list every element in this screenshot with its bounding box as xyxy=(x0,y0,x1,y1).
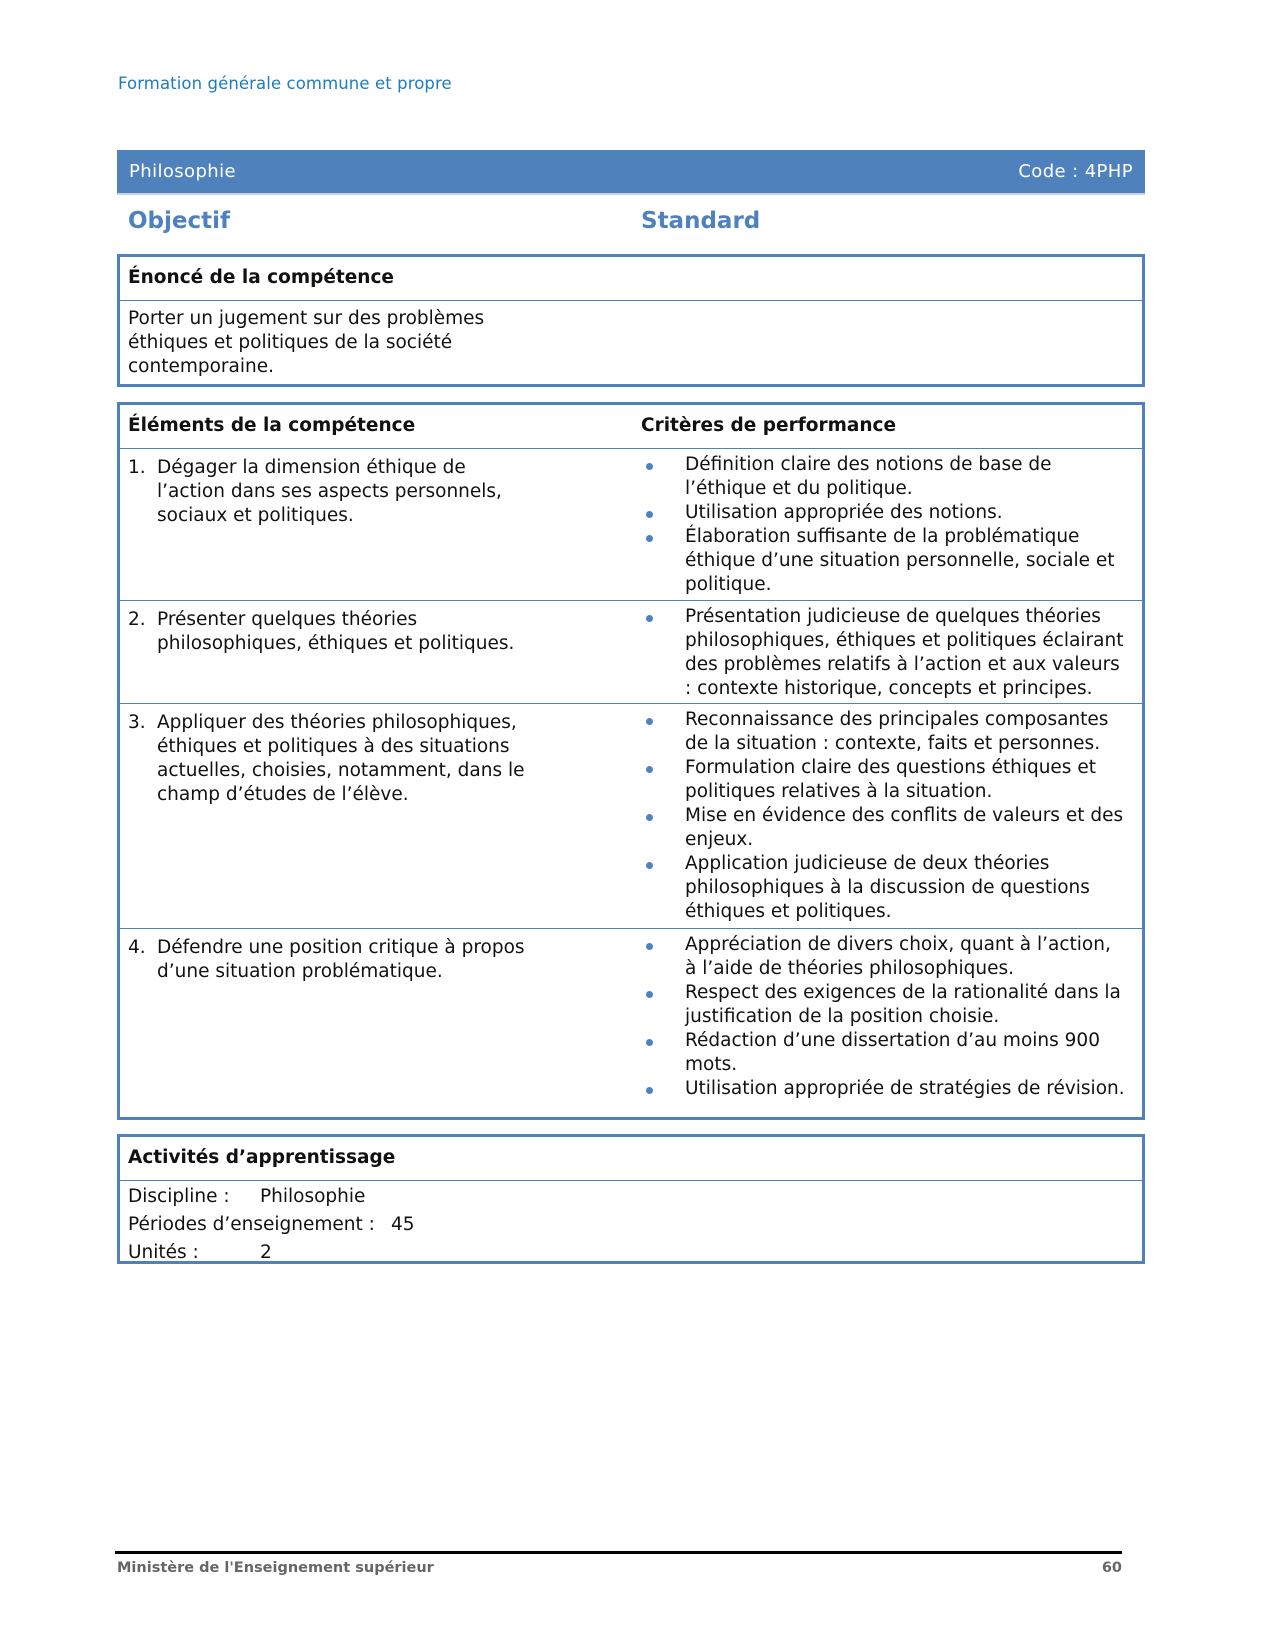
bullet-icon xyxy=(641,981,685,1029)
criterion-item xyxy=(641,605,1134,701)
enonce-text: Porter un jugement sur des problèmes éthiques et politiques de la société contemporaine. xyxy=(128,308,485,377)
element-cell xyxy=(120,704,633,928)
criterion-item xyxy=(641,852,1134,924)
footer-divider xyxy=(115,1551,1122,1554)
criterion-text: Utilisation appropriée des notions. xyxy=(685,502,1003,523)
criterion-text: Présentation judicieuse de quelques théories philosophiques, éthiques et politiques éclairant des problèmes relatifs à l’action et aux valeurs : contexte historique, concepts et principes. xyxy=(685,606,1124,699)
element-text: Dégager la dimension éthique de l’action dans ses aspects personnels, sociaux et politiques. xyxy=(157,457,502,526)
element-number: 4. xyxy=(128,937,146,958)
criterion-text: Reconnaissance des principales composantes de la situation : contexte, faits et personnes. xyxy=(685,709,1109,754)
criterion-item xyxy=(641,708,1134,756)
periodes-value: 45 xyxy=(391,1214,415,1235)
subject-name: Philosophie xyxy=(129,161,236,182)
criteria-cell xyxy=(633,929,1142,1107)
elements-table xyxy=(117,402,1145,1120)
elements-table-header xyxy=(120,405,1142,449)
criterion-text: Définition claire des notions de base de l’éthique et du politique. xyxy=(685,454,1052,499)
table-row xyxy=(120,704,1142,929)
bullet-icon xyxy=(641,501,685,525)
element-cell xyxy=(120,449,633,600)
bullet-icon xyxy=(641,708,685,756)
running-head: Formation générale commune et propre xyxy=(118,74,452,93)
bullet-icon xyxy=(641,1029,685,1077)
criterion-text: Application judicieuse de deux théories philosophiques à la discussion de questions éthiques et politiques. xyxy=(685,853,1090,922)
criterion-item xyxy=(641,525,1134,597)
criteria-column-header: Critères de performance xyxy=(641,415,897,436)
activites-body xyxy=(120,1181,1142,1271)
element-text: Présenter quelques théories philosophiques, éthiques et politiques. xyxy=(157,609,515,654)
criteria-cell xyxy=(633,601,1142,703)
table-row xyxy=(120,601,1142,704)
element-number: 1. xyxy=(128,457,146,478)
bullet-icon xyxy=(641,852,685,924)
bullet-icon xyxy=(641,804,685,852)
subject-bar xyxy=(117,150,1145,193)
elements-column-header: Éléments de la compétence xyxy=(128,415,416,436)
criterion-item xyxy=(641,981,1134,1029)
criteria-cell xyxy=(633,449,1142,600)
criterion-item xyxy=(641,933,1134,981)
bullet-icon xyxy=(641,756,685,804)
criterion-text: Utilisation appropriée de stratégies de révision. xyxy=(685,1078,1125,1099)
criterion-text: Élaboration suffisante de la problématique éthique d’une situation personnelle, sociale et politique. xyxy=(685,526,1115,595)
element-number: 2. xyxy=(128,609,146,630)
element-cell xyxy=(120,601,633,703)
periodes-row xyxy=(128,1211,1134,1239)
element-number: 3. xyxy=(128,712,146,733)
table-row xyxy=(120,929,1142,1107)
table-row xyxy=(120,449,1142,601)
activites-box xyxy=(117,1134,1145,1264)
criterion-text: Formulation claire des questions éthiques et politiques relatives à la situation. xyxy=(685,757,1096,802)
standard-heading: Standard xyxy=(641,208,761,234)
unites-label: Unités : xyxy=(128,1242,199,1263)
page-footer xyxy=(117,1560,1122,1576)
discipline-label: Discipline : xyxy=(128,1186,230,1207)
bullet-icon xyxy=(641,453,685,501)
criterion-text: Appréciation de divers choix, quant à l’action, à l’aide de théories philosophiques. xyxy=(685,934,1111,979)
bullet-icon xyxy=(641,933,685,981)
unites-value: 2 xyxy=(260,1242,272,1263)
criteria-cell xyxy=(633,704,1142,928)
enonce-box xyxy=(117,254,1145,387)
page-number: 60 xyxy=(1101,1560,1122,1576)
footer-ministry: Ministère de l'Enseignement supérieur xyxy=(117,1560,434,1576)
element-text: Appliquer des théories philosophiques, éthiques et politiques à des situations actuelles, choisies, notamment, dans le champ d’études de l’élève. xyxy=(157,712,525,805)
criterion-text: Rédaction d’une dissertation d’au moins 900 mots. xyxy=(685,1030,1100,1075)
section-heads xyxy=(117,208,1145,242)
bullet-icon xyxy=(641,1077,685,1101)
criterion-text: Respect des exigences de la rationalité dans la justification de la position choisie. xyxy=(685,982,1121,1027)
criterion-item xyxy=(641,501,1134,525)
objectif-heading: Objectif xyxy=(128,208,231,234)
criterion-item xyxy=(641,1029,1134,1077)
enonce-title: Énoncé de la compétence xyxy=(120,257,1142,301)
criterion-item xyxy=(641,453,1134,501)
criterion-item xyxy=(641,804,1134,852)
bullet-icon xyxy=(641,525,685,597)
course-code: Code : 4PHP xyxy=(1018,161,1133,182)
element-cell xyxy=(120,929,633,1107)
unites-row xyxy=(128,1239,1134,1267)
periodes-label: Périodes d’enseignement : xyxy=(128,1214,375,1235)
element-text: Défendre une position critique à propos d’une situation problématique. xyxy=(157,937,525,982)
activites-title: Activités d’apprentissage xyxy=(120,1137,1142,1181)
discipline-value: Philosophie xyxy=(260,1186,366,1207)
criterion-item xyxy=(641,756,1134,804)
criterion-text: Mise en évidence des conflits de valeurs et des enjeux. xyxy=(685,805,1124,850)
bullet-icon xyxy=(641,605,685,701)
criterion-item xyxy=(641,1077,1134,1101)
discipline-row xyxy=(128,1183,1134,1211)
